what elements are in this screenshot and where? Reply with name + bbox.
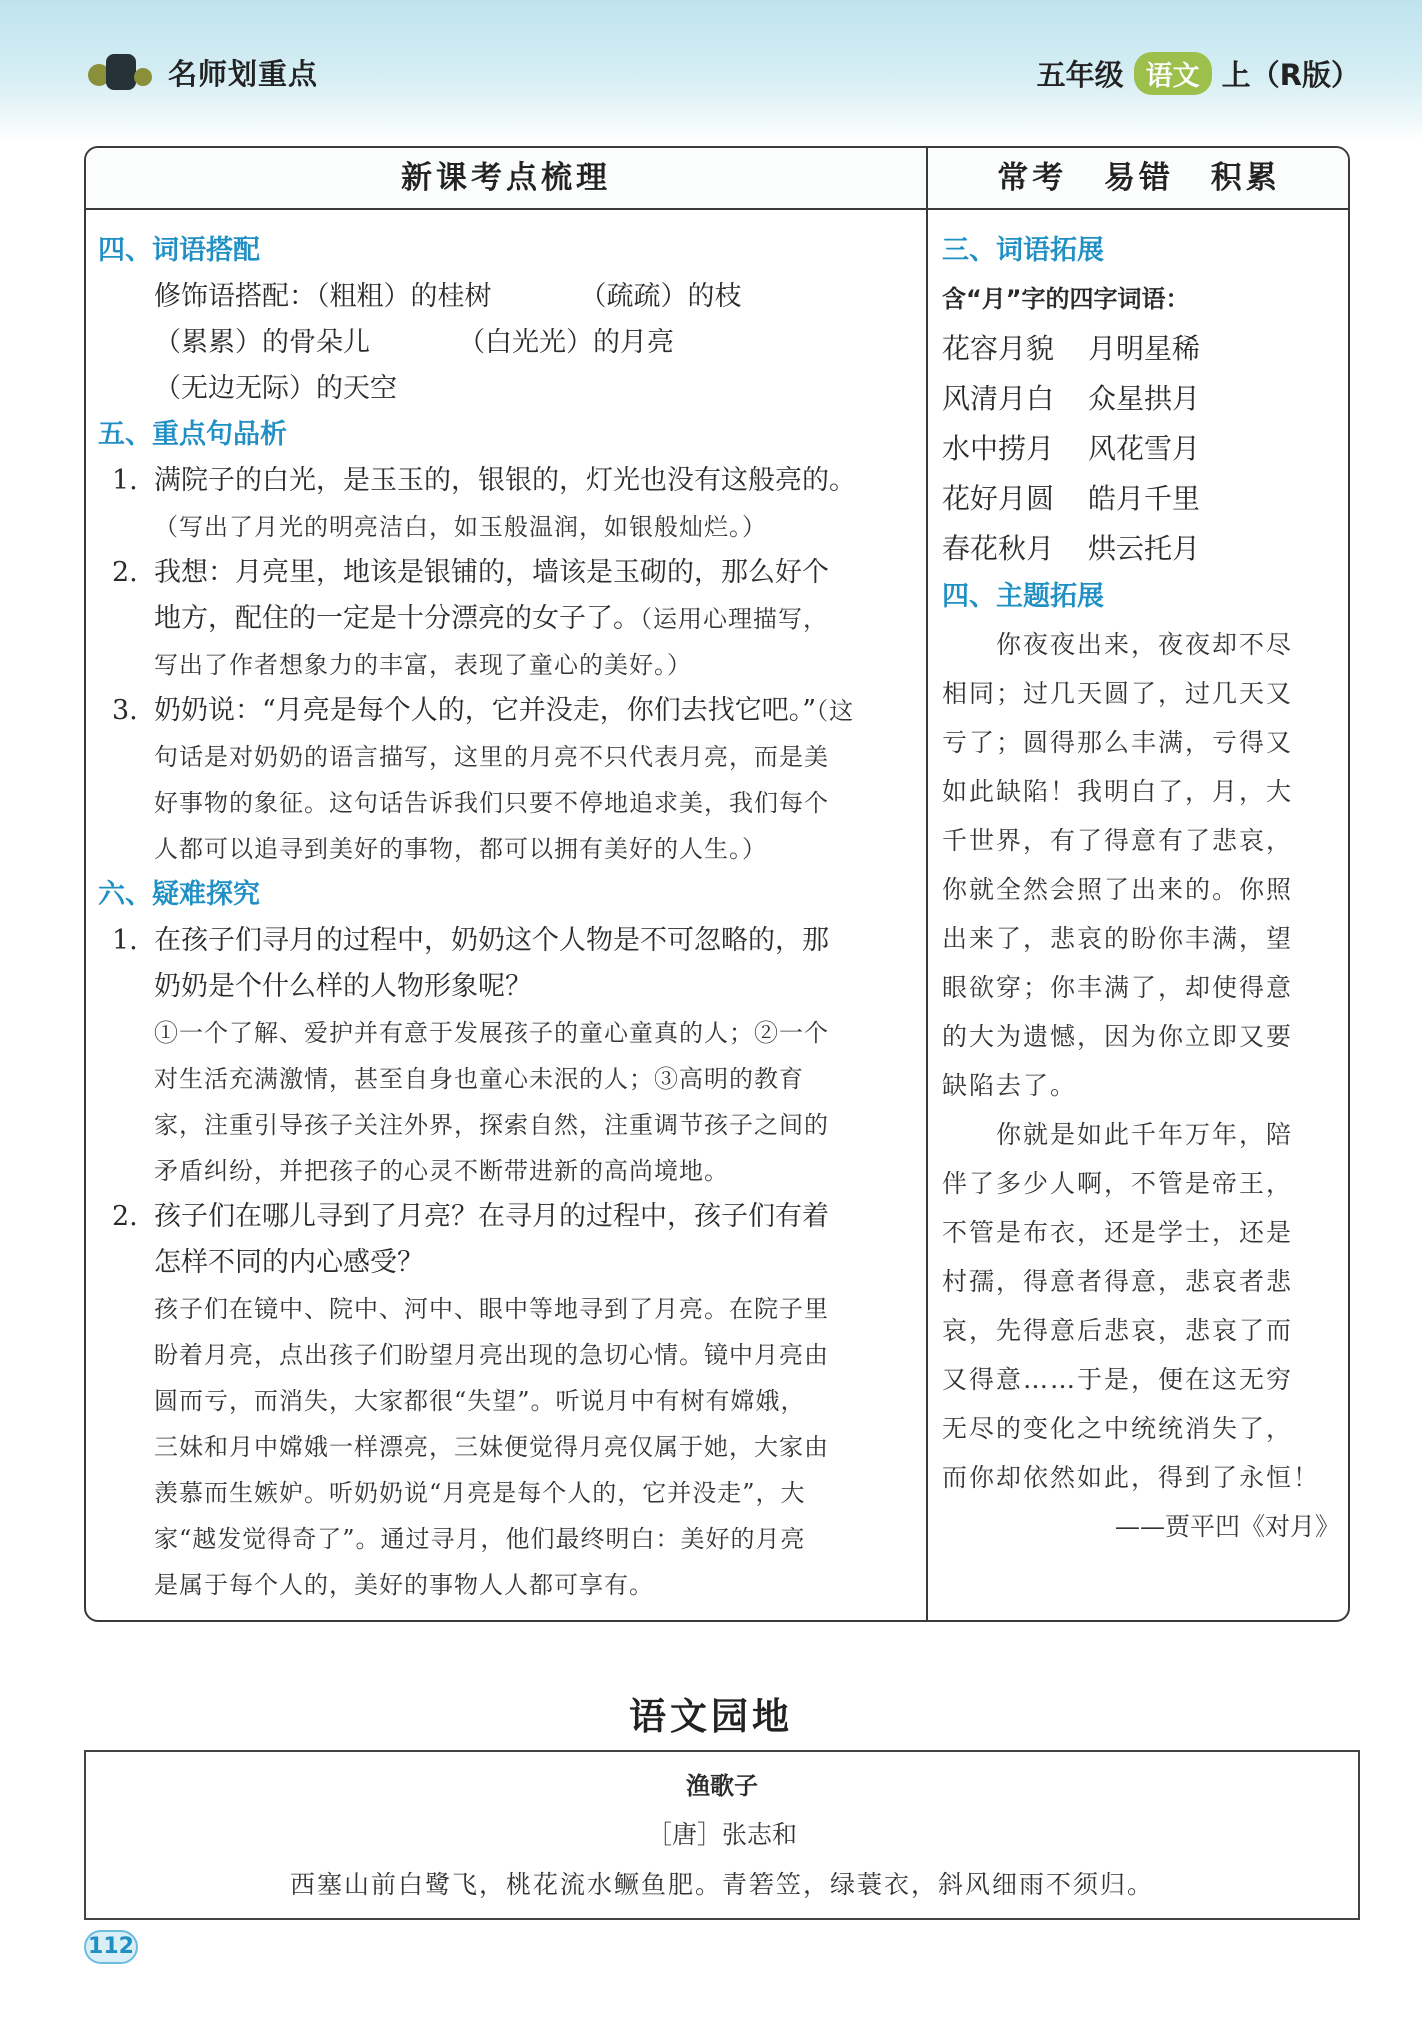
note: 人都可以追寻到美好的事物，都可以拥有美好的人生。） [154,835,767,863]
text: 修饰语搭配：（粗粗）的桂树 [154,281,492,312]
left-column [98,228,918,1608]
answer-line: 家“越发觉得奇了”。通过寻月，他们最终明白：美好的月亮 [154,1525,806,1553]
garden-title: 语文园地 [629,1695,793,1738]
right-column [942,228,1340,1551]
item-text: 我想：月亮里，地该是银铺的，墙该是玉砌的，那么好个 [154,557,829,588]
idiom: 月明星稀 [1088,332,1201,365]
essay-line: 不管是布衣，还是学士，还是 [942,1218,1294,1247]
idiom: 烘云托月 [1088,532,1201,565]
essay-line: 哀，先得意后悲哀，悲哀了而 [942,1316,1294,1345]
idiom: 风花雪月 [1088,432,1201,465]
list-item [98,1194,918,1240]
answer-line: 三妹和月中嫦娥一样漂亮，三妹便觉得月亮仅属于她，大家由 [154,1433,829,1461]
idiom-list [942,324,1340,574]
answer-line: 圆而亏，而消失，大家都很“失望”。听说月中有树有嫦娥， [154,1387,806,1415]
item-text: 孩子们在哪儿寻到了月亮？在寻月的过程中，孩子们有着 [154,1201,829,1232]
answer-line: 盼着月亮，点出孩子们盼望月亮出现的急切心情。镜中月亮由 [154,1341,829,1369]
answer-line: 矛盾纠纷，并把孩子的心灵不断带进新的高尚境地。 [154,1157,729,1185]
essay-line: 出来了，悲哀的盼你丰满，望 [942,924,1294,953]
item-text: 奶奶是个什么样的人物形象呢？ [154,971,532,1002]
note: （运用心理描写， [640,605,828,633]
column-divider [926,148,928,1620]
idiom-row [942,524,1340,574]
idiom-row [942,424,1340,474]
section-title: 三、词语拓展 [942,235,1104,266]
list-item [98,688,918,734]
note: 写出了作者想象力的丰富，表现了童心的美好。） [154,651,692,679]
grade-label: 五年级 [1036,58,1124,92]
idiom: 春花秋月 [942,532,1055,565]
essay-line: 眼欲穿；你丰满了，却使得意 [942,973,1294,1002]
section-title: 四、主题拓展 [942,581,1104,612]
section-title: 四、词语搭配 [98,235,260,266]
brand-logo [88,54,158,92]
left-column-title: 新课考点梳理 [401,160,611,196]
essay-line: 如此缺陷！我明白了，月，大 [942,777,1294,806]
section-title: 五、重点句品析 [98,419,287,450]
note: 句话是对奶奶的语言描写，这里的月亮不只代表月亮，而是美 [154,743,829,771]
essay-line: 亏了；圆得那么丰满，亏得又 [942,728,1294,757]
right-column-title: 常考 易错 积累 [997,160,1281,196]
essay-line: 又得意……于是，便在这无穷 [942,1365,1294,1394]
poem-title: 渔歌子 [686,1772,758,1800]
grade-info [1037,52,1360,95]
idiom: 众星拱月 [1088,382,1201,415]
page-number: 112 [84,1930,138,1964]
item-text: 在孩子们寻月的过程中，奶奶这个人物是不可忽略的，那 [154,925,829,956]
item-text [154,688,918,734]
idiom: 皓月千里 [1088,482,1201,515]
poem-text: 西塞山前白鹭飞，桃花流水鳜鱼肥。青箬笠，绿蓑衣，斜风细雨不须归。 [289,1870,1154,1899]
list-item [98,458,918,504]
collocation-line: （无边无际）的天空 [154,373,397,404]
item-text [98,596,918,642]
main-box [84,146,1350,1622]
text: （疏疏）的枝 [579,281,742,312]
essay-line: 的大为遗憾，因为你立即又要 [942,1022,1294,1051]
brand-text: 名师划重点 [168,57,319,91]
essay-excerpt [942,620,1340,1551]
list-item [98,918,918,964]
answer-line: 羡慕而生嫉妒。听奶奶说“月亮是每个人的，它并没走”，大 [154,1479,806,1507]
note: 好事物的象征。这句话告诉我们只要不停地追求美，我们每个 [154,789,829,817]
item-number: 2. [112,557,138,588]
idiom-row [942,474,1340,524]
idiom: 水中捞月 [942,432,1055,465]
list-item [98,550,918,596]
idiom: 花好月圆 [942,482,1055,515]
text: 奶奶说：“月亮是每个人的，它并没走，你们去找它吧。” [154,695,817,726]
answer-line: 对生活充满激情，甚至自身也童心未泯的人；③高明的教育 [154,1065,804,1093]
essay-line: 相同；过几天圆了，过几天又 [942,679,1294,708]
collocation-line [98,320,918,366]
note: （这 [816,697,855,725]
item-text: 怎样不同的内心感受？ [154,1247,424,1278]
edition-label: 上（R版） [1221,58,1360,92]
answer-line: 孩子们在镜中、院中、河中、眼中等地寻到了月亮。在院子里 [154,1295,829,1323]
answer-line: 家，注重引导孩子关注外界，探索自然，注重调节孩子之间的 [154,1111,829,1139]
item-text: 满院子的白光，是玉玉的，银银的，灯光也没有这般亮的。 [154,465,856,496]
answer-line: 是属于每个人的，美好的事物人人都可享有。 [154,1571,654,1599]
idiom-row [942,374,1340,424]
section-title: 六、疑难探究 [98,879,260,910]
item-number: 1. [112,925,138,956]
essay-line: 而你却依然如此，得到了永恒！ [942,1463,1321,1492]
essay-line: 你夜夜出来，夜夜却不尽 [942,630,1294,659]
essay-line: 村孺，得意者得意，悲哀者悲 [942,1267,1294,1296]
essay-line: 你就全然会照了出来的。你照 [942,875,1294,904]
essay-line: 伴了多少人啊，不管是帝王， [942,1169,1294,1198]
item-number: 1. [112,465,138,496]
text: （白光光）的月亮 [458,327,674,358]
essay-source: ——贾平凹《对月》 [1114,1512,1340,1541]
item-number: 3. [112,695,138,726]
essay-line: 缺陷去了。 [942,1071,1078,1100]
essay-line: 无尽的变化之中统统消失了， [942,1414,1294,1443]
idiom-row [942,324,1340,374]
text: （累累）的骨朵儿 [154,327,370,358]
idiom-intro: 含“月”字的四字词语： [942,285,1190,313]
collocation-line [98,274,918,320]
subject-badge: 语文 [1134,52,1212,95]
item-number: 2. [112,1201,138,1232]
text: 地方，配住的一定是十分漂亮的女子了。 [154,603,640,634]
brand [88,52,318,93]
poem-box [84,1750,1360,1920]
note: （写出了月光的明亮洁白，如玉般温润，如银般灿烂。） [154,513,767,541]
table-header [86,148,1348,210]
idiom: 花容月貌 [942,332,1055,365]
answer-line: ①一个了解、爱护并有意于发展孩子的童心童真的人；②一个 [154,1019,829,1047]
essay-line: 千世界，有了得意有了悲哀， [942,826,1294,855]
poem-author: ［唐］张志和 [646,1820,797,1849]
idiom: 风清月白 [942,382,1055,415]
essay-line: 你就是如此千年万年，陪 [942,1120,1294,1149]
